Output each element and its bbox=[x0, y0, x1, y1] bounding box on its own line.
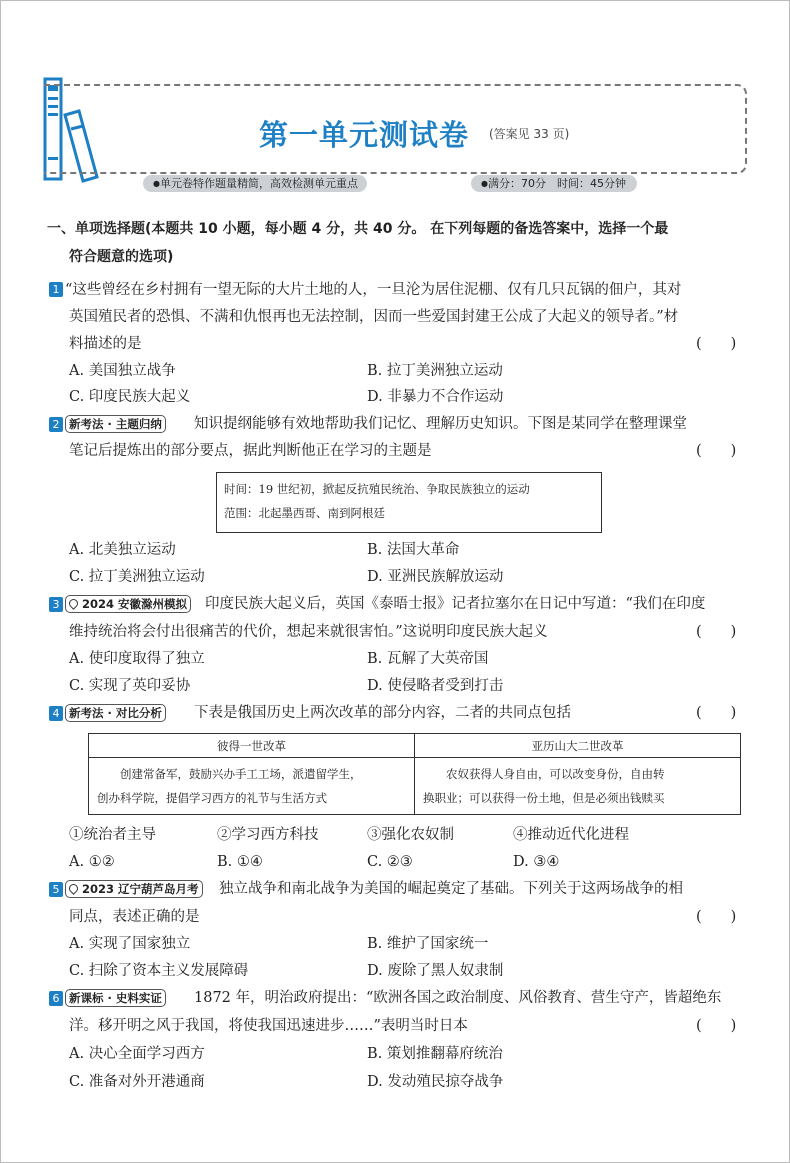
statement-1: ①统治者主导 bbox=[69, 827, 156, 843]
answer-blank[interactable]: ( ) bbox=[696, 624, 737, 640]
question-text: 下表是俄国历史上两次改革的部分内容，二者的共同点包括 bbox=[194, 705, 571, 721]
notes-line: 范围：北起墨西哥、南到阿根廷 bbox=[224, 506, 385, 520]
option-a[interactable]: A. 北美独立运动 bbox=[69, 542, 176, 558]
question-number: 1 bbox=[49, 282, 63, 297]
answer-reference: (答案见 33 页) bbox=[489, 127, 570, 141]
option-d[interactable]: D. 亚洲民族解放运动 bbox=[367, 569, 504, 585]
question-number: 3 bbox=[49, 597, 63, 612]
table-header: 亚历山大二世改革 bbox=[415, 734, 741, 758]
question-tag: 新课标 · 史料实证 bbox=[65, 989, 166, 1007]
option-c[interactable]: C. 准备对外开港通商 bbox=[69, 1074, 205, 1090]
question-tag: 新考法 · 对比分析 bbox=[65, 704, 166, 722]
statement-2: ②学习西方科技 bbox=[217, 827, 319, 843]
table-cell-line: 换职业；可以获得一份土地，但是必须出钱赎买 bbox=[423, 791, 665, 805]
question-text: 洋。移开明之风于我国，将使我国迅速进步……”表明当时日本 bbox=[69, 1018, 468, 1034]
comparison-table bbox=[88, 733, 741, 815]
question-number: 5 bbox=[49, 882, 63, 897]
question-text: 英国殖民者的恐惧、不满和仇恨再也无法控制，因而一些爱国封建王公成了大起义的领导者。”材 bbox=[69, 309, 679, 325]
question-text: 独立战争和南北战争为美国的崛起奠定了基础。下列关于这两场战争的相 bbox=[219, 881, 683, 897]
banner-right-text: 满分：70分 时间：45分钟 bbox=[487, 177, 626, 190]
option-b[interactable]: B. 拉丁美洲独立运动 bbox=[367, 363, 503, 379]
option-b[interactable]: B. 策划推翻幕府统治 bbox=[367, 1046, 503, 1062]
answer-blank[interactable]: ( ) bbox=[696, 443, 737, 459]
question-tag bbox=[65, 880, 203, 898]
option-d[interactable]: D. 废除了黑人奴隶制 bbox=[367, 963, 504, 979]
section-heading: 一、单项选择题(本题共 10 小题，每小题 4 分，共 40 分。 在下列每题的备选答案中，选择一个最 bbox=[47, 221, 669, 237]
question-tag-text: 2024 安徽滁州模拟 bbox=[82, 597, 188, 611]
question-tag bbox=[65, 595, 191, 613]
answer-blank[interactable]: ( ) bbox=[696, 909, 737, 925]
location-pin-icon bbox=[67, 882, 80, 895]
option-b[interactable]: B. 维护了国家统一 bbox=[367, 936, 489, 952]
answer-blank[interactable]: ( ) bbox=[696, 1018, 737, 1034]
question-text: 印度民族大起义后，英国《泰晤士报》记者拉塞尔在日记中写道：“我们在印度 bbox=[205, 596, 706, 612]
section-heading-cont: 符合题意的选项) bbox=[69, 249, 174, 265]
table-cell bbox=[415, 758, 741, 815]
question-number: 6 bbox=[49, 991, 63, 1006]
statement-4: ④推动近代化进程 bbox=[513, 827, 629, 843]
question-number: 4 bbox=[49, 706, 63, 721]
option-d[interactable]: D. 使侵略者受到打击 bbox=[367, 678, 504, 694]
option-a[interactable]: A. 决心全面学习西方 bbox=[69, 1046, 205, 1062]
question-tag: 新考法 · 主题归纳 bbox=[65, 415, 166, 433]
notes-box bbox=[216, 472, 602, 533]
option-c[interactable]: C. 拉丁美洲独立运动 bbox=[69, 569, 205, 585]
option-d[interactable]: D. 发动殖民掠夺战争 bbox=[367, 1074, 504, 1090]
question-number: 2 bbox=[49, 417, 63, 432]
option-a[interactable]: A. 美国独立战争 bbox=[69, 363, 176, 379]
option-c[interactable]: C. 印度民族大起义 bbox=[69, 389, 191, 405]
option-a[interactable]: A. 实现了国家独立 bbox=[69, 936, 191, 952]
bullet-icon: ● bbox=[153, 179, 160, 188]
option-c[interactable]: C. 实现了英印妥协 bbox=[69, 678, 191, 694]
question-text: 同点，表述正确的是 bbox=[69, 909, 200, 925]
option-a[interactable]: A. 使印度取得了独立 bbox=[69, 651, 205, 667]
question-text: 料描述的是 bbox=[69, 336, 142, 352]
statement-3: ③强化农奴制 bbox=[367, 827, 454, 843]
table-cell bbox=[89, 758, 415, 815]
page-title: 第一单元测试卷 bbox=[259, 118, 470, 152]
bullet-icon: ● bbox=[481, 179, 488, 188]
table-cell-line: 创办科学院，提倡学习西方的礼节与生活方式 bbox=[97, 791, 327, 805]
question-text: 1872 年，明治政府提出：“欧洲各国之政治制度、风俗教育、营生守产，皆超绝东 bbox=[194, 990, 722, 1006]
banner-left-text: 单元卷特作题量精简，高效检测单元重点 bbox=[159, 177, 358, 190]
question-text: 知识提纲能够有效地帮助我们记忆、理解历史知识。下图是某同学在整理课堂 bbox=[194, 416, 687, 432]
question-text: “这些曾经在乡村拥有一望无际的大片土地的人，一旦沦为居住泥棚、仅有几只瓦锅的佃户，其对 bbox=[65, 282, 682, 298]
banner-right bbox=[471, 175, 637, 192]
notes-line: 时间：19 世纪初，掀起反抗殖民统治、争取民族独立的运动 bbox=[224, 482, 530, 496]
option-b[interactable]: B. 法国大革命 bbox=[367, 542, 460, 558]
answer-blank[interactable]: ( ) bbox=[696, 336, 737, 352]
question-text: 笔记后提炼出的部分要点，据此判断他正在学习的主题是 bbox=[69, 443, 432, 459]
option-d[interactable]: D. ③④ bbox=[513, 854, 560, 870]
option-b[interactable]: B. 瓦解了大英帝国 bbox=[367, 651, 489, 667]
option-c[interactable]: C. 扫除了资本主义发展障碍 bbox=[69, 963, 249, 979]
option-c[interactable]: C. ②③ bbox=[367, 854, 413, 870]
question-tag-text: 2023 辽宁葫芦岛月考 bbox=[82, 882, 199, 896]
location-pin-icon bbox=[67, 597, 80, 610]
question-text: 维持统治将会付出很痛苦的代价，想起来就很害怕。”这说明印度民族大起义 bbox=[69, 624, 548, 640]
option-b[interactable]: B. ①④ bbox=[217, 854, 263, 870]
option-a[interactable]: A. ①② bbox=[69, 854, 115, 870]
table-cell-line: 农奴获得人身自由，可以改变身份，自由转 bbox=[446, 767, 665, 781]
option-d[interactable]: D. 非暴力不合作运动 bbox=[367, 389, 504, 405]
answer-blank[interactable]: ( ) bbox=[696, 705, 737, 721]
table-cell-line: 创建常备军，鼓励兴办手工工场，派遣留学生， bbox=[120, 767, 362, 781]
table-header: 彼得一世改革 bbox=[89, 734, 415, 758]
banner-left bbox=[143, 175, 367, 192]
